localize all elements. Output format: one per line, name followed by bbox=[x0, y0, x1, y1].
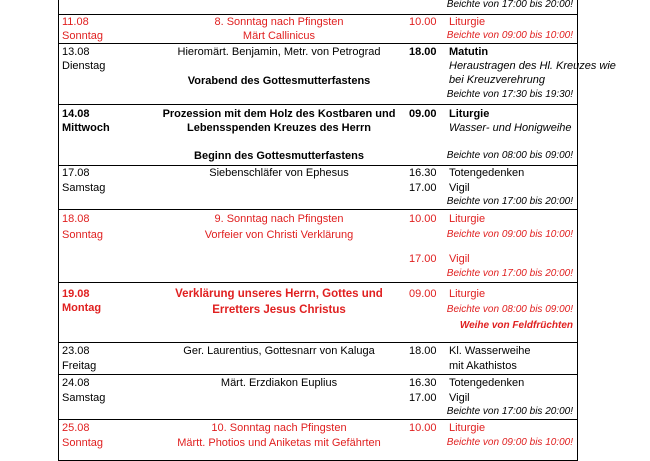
feast-title: Prozession mit dem Holz des Kostbaren und bbox=[162, 108, 396, 120]
table-row bbox=[58, 210, 578, 283]
table-row bbox=[58, 166, 578, 210]
service-name: Liturgie bbox=[449, 16, 486, 28]
date-cell: 11.08 bbox=[62, 16, 89, 28]
service-time: 16.30 bbox=[409, 377, 437, 389]
feast-title: 10. Sonntag nach Pfingsten bbox=[211, 422, 347, 434]
date-cell: 24.08 bbox=[62, 377, 90, 389]
service-detail: bei Kreuzverehrung bbox=[449, 74, 546, 86]
service-name: Totengedenken bbox=[449, 167, 525, 179]
weekday-cell: Sonntag bbox=[62, 30, 103, 42]
feast-subtitle: Märtt. Photios und Aniketas mit Gefährten bbox=[177, 437, 381, 449]
confession-note: Beichte von 09:00 bis 10:00! bbox=[446, 437, 573, 448]
weekday-cell: Samstag bbox=[62, 392, 106, 404]
confession-note: Beichte von 17:00 bis 20:00! bbox=[446, 268, 573, 279]
date-cell: 13.08 bbox=[62, 46, 90, 58]
service-time: 18.00 bbox=[409, 46, 437, 58]
service-name: Totengedenken bbox=[449, 377, 525, 389]
service-detail: Wasser- und Honigweihe bbox=[449, 122, 572, 134]
confession-note: Beichte von 09:00 bis 10:00! bbox=[446, 30, 573, 41]
service-name: Matutin bbox=[449, 46, 489, 58]
service-name: Kl. Wasserweihe bbox=[449, 345, 531, 357]
service-name: Liturgie bbox=[449, 422, 486, 434]
confession-note: Beichte von 08:00 bis 09:00! bbox=[446, 304, 573, 315]
service-time: 18.00 bbox=[409, 345, 437, 357]
service-time: 10.00 bbox=[409, 16, 437, 28]
table-row bbox=[58, 0, 578, 15]
service-time: 17.00 bbox=[409, 253, 437, 265]
service-name: Vigil bbox=[449, 253, 470, 265]
blessing-note: Weihe von Feldfrüchten bbox=[459, 320, 573, 331]
confession-note: Beichte von 17:00 bis 20:00! bbox=[446, 196, 573, 207]
schedule-table bbox=[58, 0, 616, 461]
feast-title: Hieromärt. Benjamin, Metr. von Petrograd bbox=[177, 46, 381, 58]
table-row bbox=[58, 343, 578, 375]
table-row bbox=[58, 420, 578, 461]
feast-title: Ger. Laurentius, Gottesnarr von Kaluga bbox=[183, 345, 375, 357]
date-cell: 18.08 bbox=[62, 213, 90, 225]
table-row bbox=[58, 283, 578, 343]
feast-subtitle: Erretters Jesus Christus bbox=[212, 304, 346, 316]
feast-subtitle: Vorfeier von Christi Verklärung bbox=[204, 229, 354, 241]
date-cell: 19.08 bbox=[62, 288, 90, 300]
confession-note: Beichte von 17:00 bis 20:00! bbox=[446, 0, 573, 10]
table-row bbox=[58, 44, 616, 105]
service-time: 17.00 bbox=[409, 182, 437, 194]
confession-note: Beichte von 17:00 bis 20:00! bbox=[446, 406, 573, 417]
weekday-cell: Montag bbox=[62, 302, 102, 314]
feast-note: Beginn des Gottesmutterfastens bbox=[194, 150, 364, 162]
table-row bbox=[58, 15, 578, 44]
confession-note: Beichte von 08:00 bis 09:00! bbox=[446, 150, 573, 161]
date-cell: 25.08 bbox=[62, 422, 90, 434]
service-name: Liturgie bbox=[449, 108, 490, 120]
service-detail: Heraustragen des Hl. Kreuzes wie bbox=[449, 60, 616, 72]
feast-title: 9. Sonntag nach Pfingsten bbox=[214, 213, 344, 225]
weekday-cell: Mittwoch bbox=[62, 122, 110, 134]
feast-title: 8. Sonntag nach Pfingsten bbox=[214, 16, 344, 28]
date-cell: 23.08 bbox=[62, 345, 90, 357]
weekday-cell: Sonntag bbox=[62, 437, 103, 449]
feast-subtitle: Märt Callinicus bbox=[242, 30, 316, 42]
service-name: Liturgie bbox=[449, 213, 486, 225]
weekday-cell: Sonntag bbox=[62, 229, 103, 241]
service-time: 17.00 bbox=[409, 392, 437, 404]
date-cell: 14.08 bbox=[62, 108, 90, 120]
confession-note: Beichte von 09:00 bis 10:00! bbox=[446, 229, 573, 240]
weekday-cell: Samstag bbox=[62, 182, 106, 194]
service-detail: mit Akathistos bbox=[449, 360, 517, 372]
feast-subtitle: Lebensspenden Kreuzes des Herrn bbox=[186, 122, 371, 134]
service-time: 10.00 bbox=[409, 422, 437, 434]
weekday-cell: Freitag bbox=[62, 360, 97, 372]
feast-title: Siebenschläfer von Ephesus bbox=[209, 167, 349, 179]
service-time: 09.00 bbox=[409, 108, 437, 120]
date-cell: 17.08 bbox=[62, 167, 90, 179]
service-time: 10.00 bbox=[409, 213, 437, 225]
service-name: Vigil bbox=[449, 182, 470, 194]
table-row bbox=[58, 375, 578, 420]
weekday-cell: Dienstag bbox=[62, 60, 106, 72]
service-time: 16.30 bbox=[409, 167, 437, 179]
service-name: Vigil bbox=[449, 392, 470, 404]
feast-title: Verklärung unseres Herrn, Gottes und bbox=[175, 288, 383, 300]
confession-note: Beichte von 17:30 bis 19:30! bbox=[446, 89, 573, 100]
service-time: 09.00 bbox=[409, 288, 437, 300]
feast-title: Märt. Erzdiakon Euplius bbox=[220, 377, 338, 389]
service-name: Liturgie bbox=[449, 288, 486, 300]
feast-subtitle: Vorabend des Gottesmutterfastens bbox=[187, 75, 371, 87]
table-row bbox=[58, 105, 578, 166]
